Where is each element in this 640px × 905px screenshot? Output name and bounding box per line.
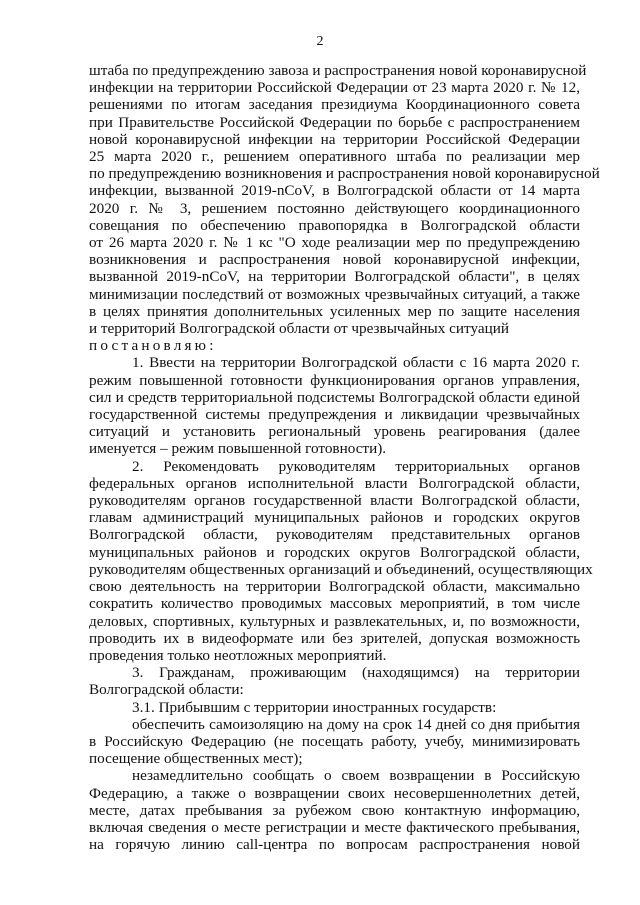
text-line: штаба по предупреждению завоза и распространения новой коронавирусной [89, 62, 587, 79]
text-line: месте, датах пребывания за рубежом свою контактную информацию, [89, 801, 580, 819]
item-3-paragraph [89, 664, 580, 698]
item-3-1-report-paragraph [89, 767, 580, 853]
text-line: и территорий Волгоградской области от чрезвычайных ситуаций [89, 320, 509, 338]
text-line: именуется – режим повышенной готовности). [89, 440, 387, 458]
text-line: Федерацию, а также о возвращении своих несовершеннолетних детей, [89, 784, 580, 802]
text-line: в Российскую Федерацию (не посещать работу, учебу, минимизировать [89, 732, 580, 750]
text-line: 25 марта 2020 г., решением оперативного штаба по реализации мер [89, 148, 580, 166]
text-line: минимизации последствий от возможных чрезвычайных ситуаций, а также [89, 285, 580, 303]
text-line: возникновения и распространения новой коронавирусной инфекции, [89, 251, 580, 269]
text-line: режим повышенной готовности функционирования органов управления, [89, 371, 580, 389]
text-line: 2. Рекомендовать руководителям территориальных органов [132, 457, 580, 475]
text-line: 1. Ввести на территории Волгоградской области с 16 марта 2020 г. [132, 354, 580, 372]
text-line: 2020 г. № 3, решением постоянно действующего координационного [89, 199, 580, 217]
text-line: сил и средств территориальной подсистемы Волгоградской области единой [89, 388, 580, 406]
text-line: государственной системы предупреждения и ликвидации чрезвычайных [89, 406, 580, 424]
text-line: руководителям органов государственной власти Волгоградской области, [89, 492, 580, 510]
document-body [89, 62, 600, 854]
text-line: деловых, спортивных, культурных и развлекательных, и, по возможности, [89, 612, 580, 630]
text-line: решениями по итогам заседания президиума Координационного совета [89, 96, 580, 114]
text-line: Волгоградской области, руководителям представительных органов [89, 526, 580, 544]
page-number: 2 [316, 34, 324, 49]
text-line: новой коронавирусной инфекции на территории Российской Федерации [89, 130, 580, 148]
resolve-paragraph [89, 337, 580, 354]
text-line: инфекции на территории Российской Федерации от 23 марта 2020 г. № 12, [89, 79, 580, 97]
text-line: главам администраций муниципальных районов и городских округов [89, 509, 580, 527]
text-line: посещение общественных мест); [89, 750, 303, 768]
text-line: включая сведения о месте регистрации и месте фактического пребывания, [89, 818, 580, 836]
text-line: проводить их в видеоформате или без зрителей, допуская возможность [89, 629, 580, 647]
item-3-1-paragraph [89, 699, 580, 716]
text-line: муниципальных районов и городских округов Волгоградской области, [89, 543, 580, 561]
text-line: инфекции, вызванной 2019-nCoV, в Волгоградской области от 14 марта [89, 182, 580, 200]
item-3-1-self-isolation-paragraph [89, 716, 580, 768]
text-line: от 26 марта 2020 г. № 1 кс "О ходе реализации мер по предупреждению [89, 234, 580, 252]
text-line: обеспечить самоизоляцию на дому на срок 14 дней со дня прибытия [132, 715, 580, 733]
item-2-paragraph [89, 457, 593, 664]
text-line: совещания по обеспечению правопорядка в Волгоградской области [89, 216, 580, 234]
resolve-word: постановляю: [89, 337, 217, 355]
text-line: 3. Гражданам, проживающим (находящимся) на территории [132, 664, 580, 682]
intro-paragraph [89, 62, 600, 338]
text-line: сократить количество проводимых массовых мероприятий, в том числе [89, 595, 580, 613]
text-line: ситуаций и установить региональный уровень реагирования (далее [89, 423, 580, 441]
text-line: 3.1. Прибывшим с территории иностранных государств: [132, 698, 497, 716]
text-line: незамедлительно сообщать о своем возвращении в Российскую [132, 767, 580, 785]
text-line: в целях принятия дополнительных усиленных мер по защите населения [89, 302, 580, 320]
text-line: по предупреждению возникновения и распространения новой коронавирусной [89, 165, 600, 183]
text-line: федеральных органов исполнительной власти Волгоградской области, [89, 474, 580, 492]
text-line: вызванной 2019-nCoV, на территории Волгоградской области", в целях [89, 268, 580, 286]
text-line: проведения только неотложных мероприятий. [89, 646, 387, 664]
text-line: руководителям общественных организаций и объединений, осуществляющих [89, 560, 593, 578]
text-line: при Правительстве Российской Федерации по борьбе с распространением [89, 113, 580, 131]
item-1-paragraph [89, 354, 580, 457]
text-line: на горячую линию call-центра по вопросам распространения новой [89, 836, 580, 854]
text-line: свою деятельность на территории Волгоградской области, максимально [89, 578, 580, 596]
text-line: Волгоградской области: [89, 681, 244, 699]
